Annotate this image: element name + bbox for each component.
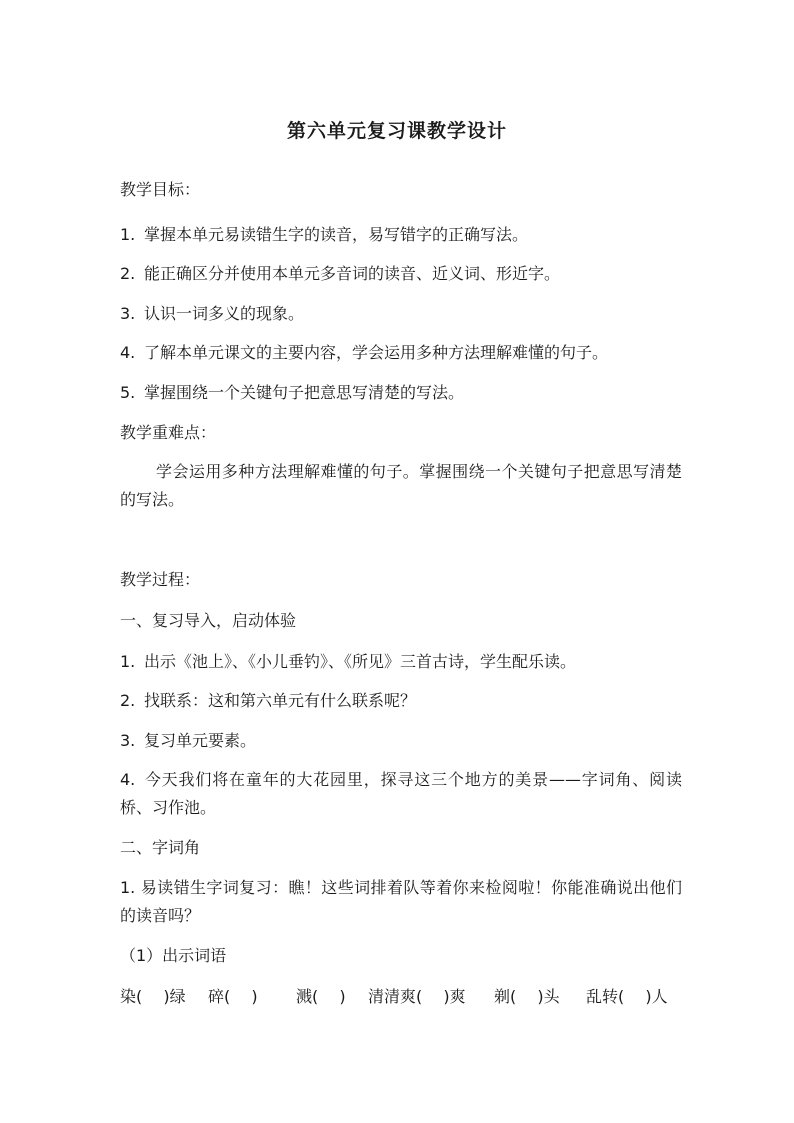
item-number: 1. — [120, 652, 136, 671]
word-item: 溅( ) — [296, 987, 346, 1006]
section-1-heading: 一、复习导入，启动体验 — [120, 611, 297, 630]
objective-number: 2. — [120, 264, 136, 283]
objective-item-3 — [120, 303, 680, 325]
objective-number: 1. — [120, 225, 136, 244]
objective-text: 能正确区分并使用本单元多音词的读音、近义词、形近字。 — [144, 264, 561, 283]
objective-item-4 — [120, 342, 680, 364]
objective-item-2 — [120, 263, 680, 285]
item-number: 2. — [120, 691, 136, 710]
item-number: 3. — [120, 731, 136, 750]
word-item: 碎( ) — [208, 987, 258, 1006]
word-item: 清清爽( )爽 — [368, 987, 466, 1006]
key-points-heading: 教学重难点： — [120, 423, 217, 442]
objective-item-5 — [120, 382, 680, 404]
item-text: 今天我们将在童年的大花园里，探寻这三个地方的美景——字词角、阅读桥、习作池。 — [120, 770, 682, 817]
item-number: 4. — [120, 770, 136, 789]
item-text: 复习单元要素。 — [144, 731, 257, 750]
objective-text: 了解本单元课文的主要内容，学会运用多种方法理解难懂的句子。 — [144, 343, 609, 362]
objectives-heading: 教学目标： — [120, 180, 201, 199]
key-points-paragraph: 学会运用多种方法理解难懂的句子。掌握围绕一个关键句子把意思写清楚的写法。 — [120, 462, 682, 509]
objective-text: 掌握本单元易读错生字的读音，易写错字的正确写法。 — [144, 225, 529, 244]
process-heading: 教学过程： — [120, 570, 201, 589]
section-2-heading: 二、字词角 — [120, 838, 201, 857]
section-1-item-4 — [120, 766, 682, 822]
word-item: 染( )绿 — [120, 987, 186, 1006]
objective-number: 5. — [120, 383, 136, 402]
section-2-sub-1: （1）出示词语 — [120, 946, 227, 965]
word-item: 乱转( )人 — [586, 987, 668, 1006]
word-item: 剃( )头 — [494, 987, 560, 1006]
section-1-item-1 — [120, 651, 680, 673]
section-2-item-1: 1. 易读错生字词复习：瞧！这些词排着队等着你来检阅啦！你能准确说出他们的读音吗？ — [120, 878, 682, 925]
objective-item-1 — [120, 224, 680, 246]
section-1-item-3 — [120, 730, 680, 752]
item-text: 找联系：这和第六单元有什么联系呢？ — [144, 691, 417, 710]
objective-number: 4. — [120, 343, 136, 362]
item-text: 出示《池上》、《小儿垂钓》、《所见》三首古诗，学生配乐读。 — [144, 652, 577, 671]
section-1-item-2 — [120, 690, 680, 712]
objective-text: 认识一词多义的现象。 — [144, 304, 305, 323]
objective-number: 3. — [120, 304, 136, 323]
document-title: 第六单元复习课教学设计 — [286, 120, 507, 142]
objective-text: 掌握围绕一个关键句子把意思写清楚的写法。 — [144, 383, 465, 402]
